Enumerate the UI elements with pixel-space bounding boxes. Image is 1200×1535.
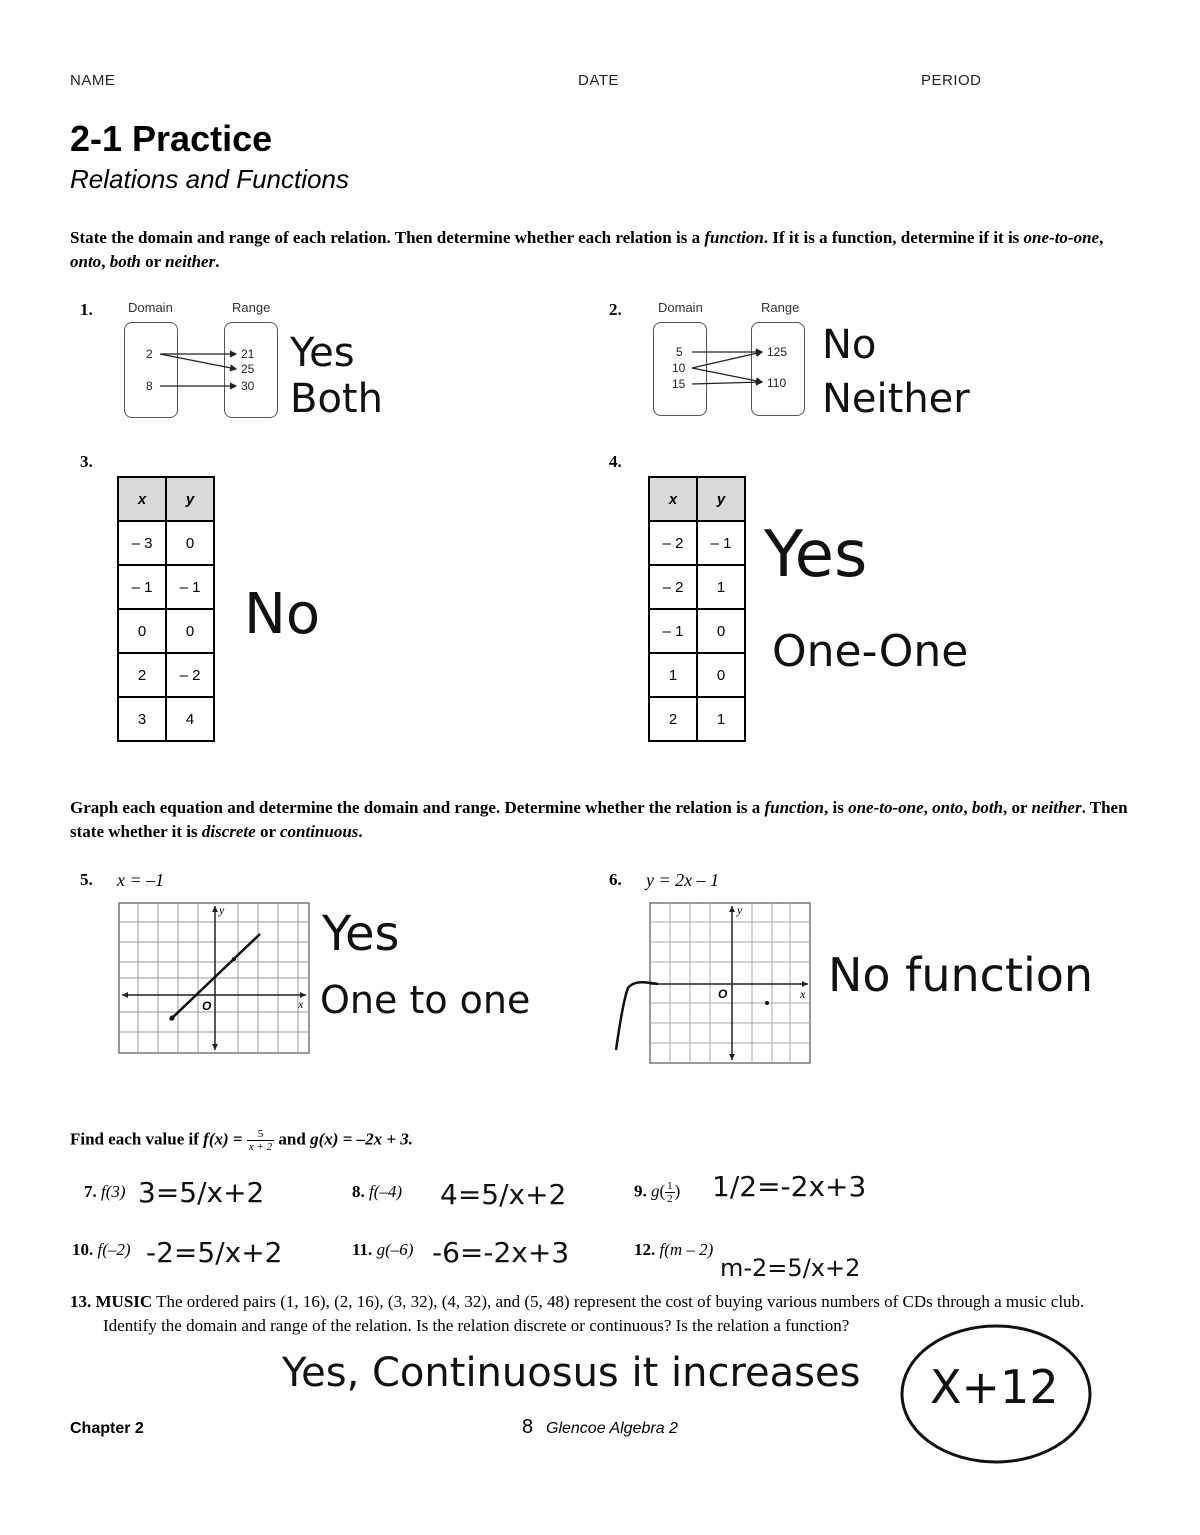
domain-label: Domain bbox=[658, 300, 703, 315]
value-problem: 10. f(–2) bbox=[72, 1240, 131, 1259]
value-problem: 11. g(–6) bbox=[352, 1240, 414, 1259]
domain-value: 8 bbox=[146, 379, 153, 393]
range-value: 125 bbox=[767, 345, 788, 359]
find-values-instructions: Find each value if f(x) = $\frac{5}{x + 2}$ and g(x) = –2x + 3. bbox=[70, 1128, 414, 1153]
problem-number: 6. bbox=[609, 870, 622, 889]
problem-number: 3. bbox=[80, 452, 93, 471]
value-problem: 9. g( $\frac{1}{2}$ ) bbox=[634, 1180, 681, 1205]
coordinate-grid bbox=[612, 902, 812, 1066]
value-problem: 12. f(m – 2) bbox=[634, 1240, 714, 1259]
handwritten-answer: No function bbox=[828, 948, 1094, 1002]
coordinate-grid bbox=[118, 902, 310, 1054]
mapping-arrows bbox=[120, 320, 280, 420]
domain-value: 10 bbox=[672, 361, 686, 375]
handwritten-answer: m-2=5/x+2 bbox=[720, 1254, 861, 1282]
handwritten-answer: No Neither bbox=[822, 322, 970, 422]
page-title: 2-1 Practice bbox=[70, 118, 273, 159]
instructions-relations: State the domain and range of each relation. Then determine whether each relation is a function. If it is a function, determine if it is one-to-one, onto, both or neither. bbox=[70, 228, 1104, 271]
equation: x = –1 bbox=[117, 870, 165, 890]
handwritten-answer: Yes Both bbox=[290, 330, 383, 422]
domain-label: Domain bbox=[128, 300, 173, 315]
origin-label: O bbox=[718, 987, 728, 1001]
problem-number: 4. bbox=[609, 452, 622, 471]
value-problem: 7. f(3) bbox=[84, 1182, 126, 1201]
handwritten-answer: 4=5/x+2 bbox=[440, 1178, 567, 1211]
range-value: 30 bbox=[241, 379, 255, 393]
problem-13: 13. MUSIC The ordered pairs (1, 16), (2, 16), (3, 32), (4, 32), and (5, 48) represent the cost of buying various numbers of CDs through a music club. Identify the domain and range of the relation. Is the relation discrete or continuous? Is the relation a function? bbox=[70, 1292, 1085, 1335]
handwritten-answer: 3=5/x+2 bbox=[138, 1176, 265, 1209]
range-value: 21 bbox=[241, 347, 255, 361]
x-axis-label: x bbox=[800, 987, 806, 1001]
handwritten-answer: -6=-2x+3 bbox=[432, 1236, 570, 1269]
range-label: Range bbox=[232, 300, 271, 315]
period-label: PERIOD bbox=[921, 72, 982, 89]
footer-chapter: Chapter 2 bbox=[70, 1420, 144, 1437]
range-value: 25 bbox=[241, 362, 255, 376]
circled-answer: X+12 bbox=[930, 1360, 1059, 1414]
problem-number: 5. bbox=[80, 870, 93, 889]
handwritten-answer: Yes bbox=[322, 906, 400, 962]
domain-value: 15 bbox=[672, 377, 686, 391]
mapping-arrows bbox=[650, 320, 810, 420]
handwritten-answer: One-One bbox=[772, 626, 969, 677]
handwritten-answer: Yes bbox=[764, 518, 868, 592]
handwritten-answer: Yes, Continuosus it increases bbox=[282, 1350, 861, 1396]
instructions-graphs: Graph each equation and determine the domain and range. Determine whether the relation is a function, is one-to-one, onto, both, or neither. Then state whether it is discrete or continuous. bbox=[70, 798, 1128, 841]
problem-number: 2. bbox=[609, 300, 622, 319]
xy-table: x y – 2 – 1 – 2 1 – 1 0 1 0 2 1 bbox=[648, 476, 746, 742]
range-label: Range bbox=[761, 300, 800, 315]
handwritten-answer: -2=5/x+2 bbox=[146, 1236, 283, 1269]
footer-book: Glencoe Algebra 2 bbox=[546, 1420, 678, 1437]
y-axis-label: y bbox=[219, 903, 225, 917]
page-subtitle: Relations and Functions bbox=[70, 164, 349, 194]
handwritten-answer: 1/2=-2x+3 bbox=[712, 1170, 867, 1203]
name-label: NAME bbox=[70, 72, 116, 89]
range-value: 110 bbox=[767, 376, 787, 390]
date-label: DATE bbox=[578, 72, 619, 89]
x-axis-label: x bbox=[298, 997, 304, 1011]
equation: y = 2x – 1 bbox=[646, 870, 720, 890]
y-axis-label: y bbox=[737, 903, 743, 917]
value-problem: 8. f(–4) bbox=[352, 1182, 403, 1201]
handwritten-answer: No bbox=[244, 582, 321, 647]
domain-value: 2 bbox=[146, 347, 153, 361]
handwritten-answer: One to one bbox=[320, 978, 531, 1022]
domain-value: 5 bbox=[676, 345, 683, 359]
footer-page-number: 8 bbox=[522, 1416, 534, 1438]
origin-label: O bbox=[202, 999, 212, 1013]
xy-table: x y – 3 0 – 1 – 1 0 0 2 – 2 3 4 bbox=[117, 476, 215, 742]
problem-number: 1. bbox=[80, 300, 93, 319]
